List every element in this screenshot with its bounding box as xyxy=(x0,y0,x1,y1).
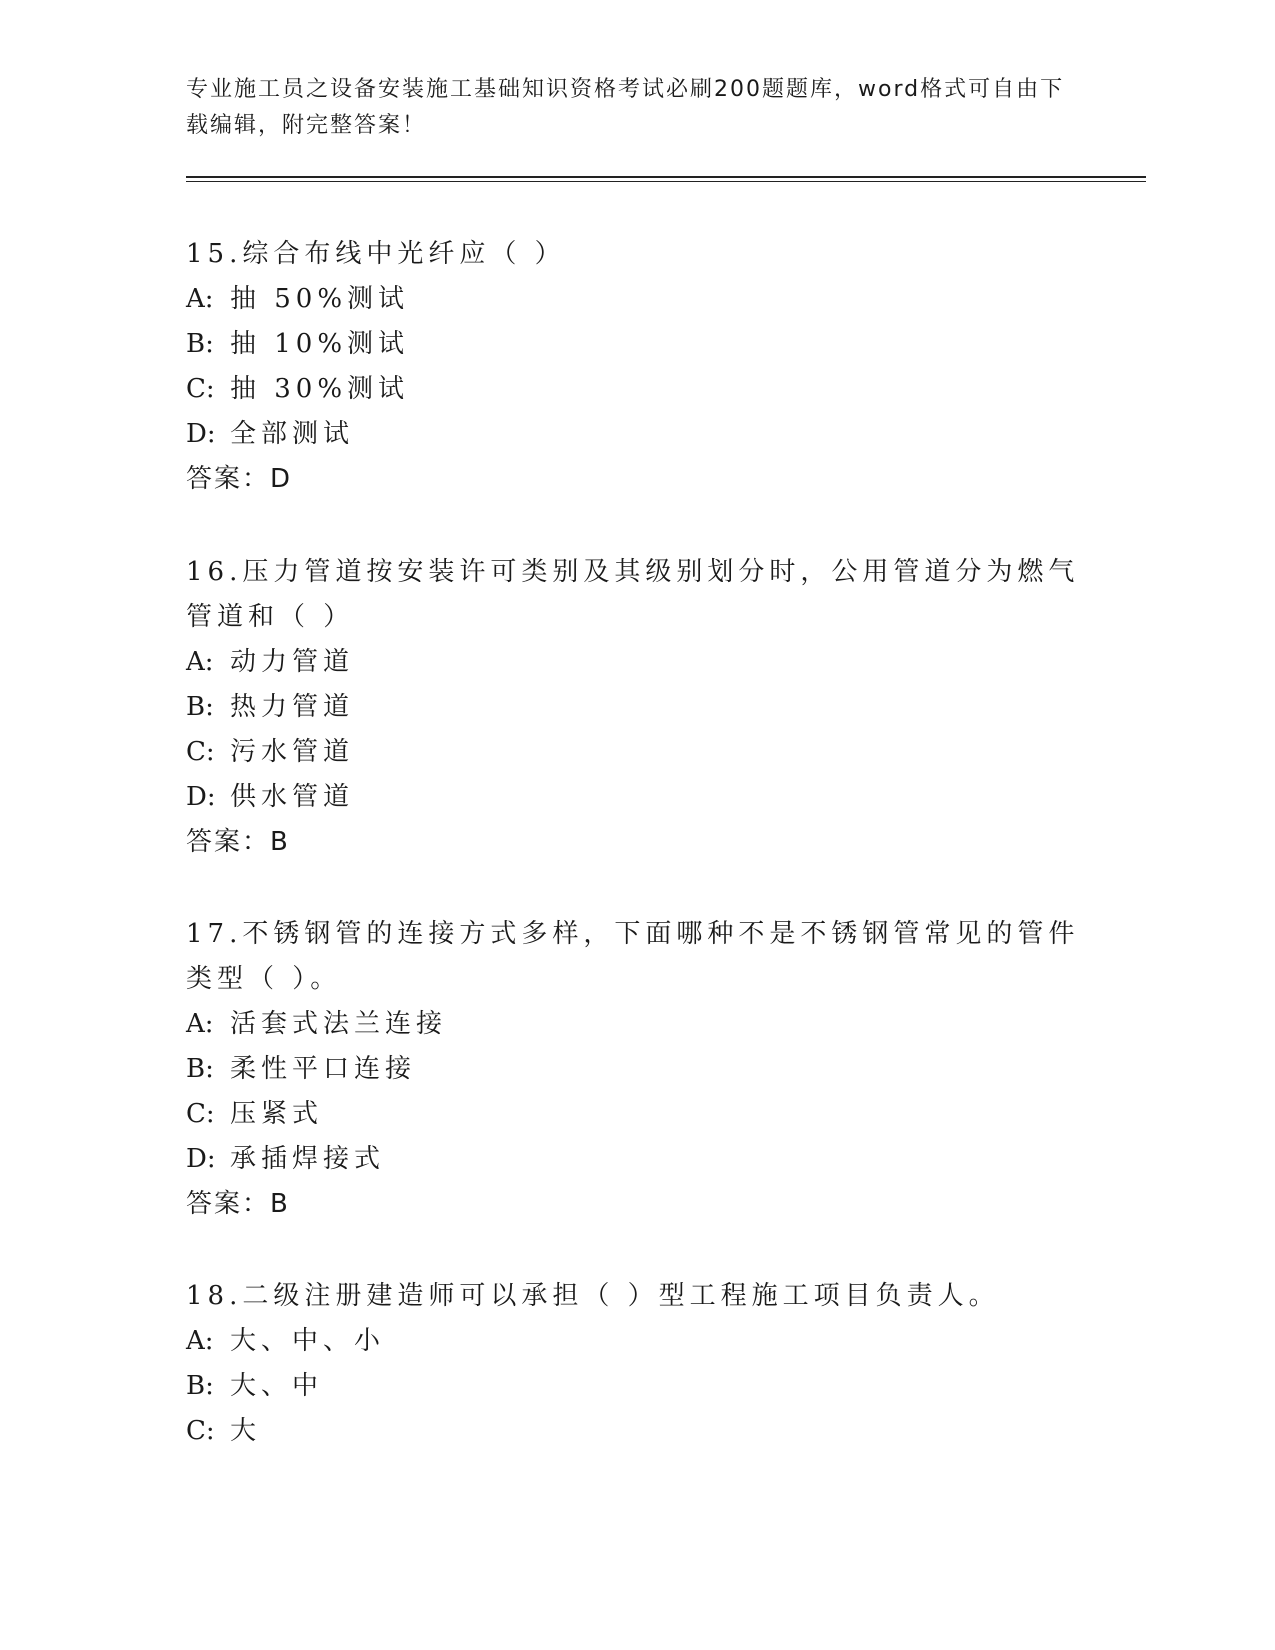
question-16 xyxy=(186,550,1086,865)
option-text: 活套式法兰连接 xyxy=(230,1009,448,1039)
option-text: 污水管道 xyxy=(230,737,355,767)
header-divider-thin xyxy=(186,181,1146,182)
option-letter: B: xyxy=(186,329,214,359)
option-text: 大、中 xyxy=(230,1371,324,1401)
option-b xyxy=(186,1047,1086,1092)
option-a xyxy=(186,1002,1086,1047)
option-text: 全部测试 xyxy=(230,419,355,449)
option-letter: B: xyxy=(186,1054,214,1084)
document-header xyxy=(186,72,1086,144)
option-text: 抽 10%测试 xyxy=(230,329,410,359)
option-b xyxy=(186,1364,1086,1409)
option-text: 柔性平口连接 xyxy=(230,1054,417,1084)
option-letter: A: xyxy=(186,647,214,677)
option-a xyxy=(186,1319,1086,1364)
option-letter: D: xyxy=(186,1144,216,1174)
option-a xyxy=(186,277,1086,322)
answer-line: 答案：B xyxy=(186,1189,290,1219)
option-c xyxy=(186,730,1086,775)
option-letter: A: xyxy=(186,284,214,314)
header-divider-thick xyxy=(186,176,1146,178)
option-text: 大、中、小 xyxy=(230,1326,386,1356)
option-text: 抽 50%测试 xyxy=(230,284,410,314)
option-letter: B: xyxy=(186,1371,214,1401)
option-letter: A: xyxy=(186,1009,214,1039)
option-text: 压紧式 xyxy=(230,1099,324,1129)
option-c xyxy=(186,1409,1086,1454)
header-text: 专业施工员之设备安装施工基础知识资格考试必刷200题题库，word格式可自由下载编辑，附完整答案！ xyxy=(186,77,1065,138)
option-letter: C: xyxy=(186,1416,215,1446)
option-text: 承插焊接式 xyxy=(230,1144,386,1174)
option-d xyxy=(186,1137,1086,1182)
option-letter: D: xyxy=(186,419,216,449)
question-text: 15.综合布线中光纤应（ ） xyxy=(186,239,566,269)
option-letter: C: xyxy=(186,1099,215,1129)
option-letter: B: xyxy=(186,692,214,722)
option-a xyxy=(186,640,1086,685)
question-text: 18.二级注册建造师可以承担（ ）型工程施工项目负责人。 xyxy=(186,1281,1000,1311)
question-text: 17.不锈钢管的连接方式多样，下面哪种不是不锈钢管常见的管件类型（ ）。 xyxy=(186,919,1080,994)
option-c xyxy=(186,367,1086,412)
option-c xyxy=(186,1092,1086,1137)
option-letter: D: xyxy=(186,782,216,812)
question-18 xyxy=(186,1274,1086,1454)
option-letter: C: xyxy=(186,374,215,404)
option-text: 动力管道 xyxy=(230,647,355,677)
question-17 xyxy=(186,912,1086,1227)
option-letter: C: xyxy=(186,737,215,767)
option-text: 大 xyxy=(230,1416,262,1446)
option-text: 抽 30%测试 xyxy=(230,374,410,404)
option-b xyxy=(186,322,1086,367)
option-d xyxy=(186,412,1086,457)
option-d xyxy=(186,775,1086,820)
option-text: 热力管道 xyxy=(230,692,355,722)
answer-line: 答案：D xyxy=(186,464,293,494)
option-letter: A: xyxy=(186,1326,214,1356)
answer-line: 答案：B xyxy=(186,827,290,857)
question-text: 16.压力管道按安装许可类别及其级别划分时，公用管道分为燃气管道和（ ） xyxy=(186,557,1080,632)
option-text: 供水管道 xyxy=(230,782,355,812)
question-15 xyxy=(186,232,1086,502)
option-b xyxy=(186,685,1086,730)
